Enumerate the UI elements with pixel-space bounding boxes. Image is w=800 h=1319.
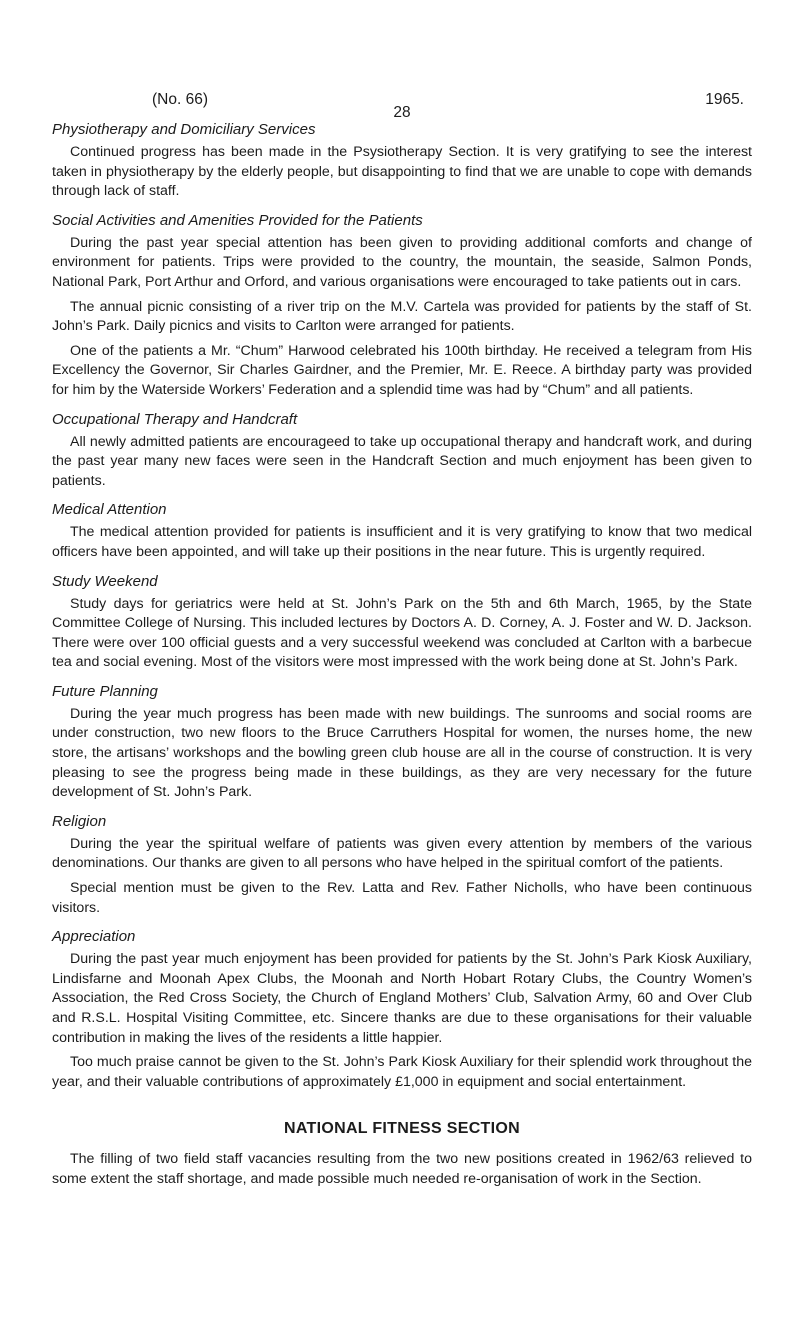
paragraph: During the year much progress has been made with new buildings. The sunrooms and social rooms are under construction, two new floors to the Bruce Carruthers Hospital for women, the nurses home, the new store, the artisans’ workshops and the bowling green club house are all in the course of construction. It is very pleasing to see the progress being made in these buildings, as they are very necessary for the future development of St. John’s Park.	[52, 705, 752, 801]
section-heading: Physiotherapy and Domiciliary Services	[52, 121, 316, 138]
section-occupational-therapy	[52, 410, 752, 492]
section-medical-attention	[52, 500, 752, 562]
paragraph: Too much praise cannot be given to the St. John’s Park Kiosk Auxiliary for their splendid work throughout the year, and their valuable contributions of approximately £1,000 in equipment and social entertainment.	[52, 1054, 752, 1090]
section-heading: Study Weekend	[52, 572, 158, 590]
report-number: (No. 66)	[152, 91, 208, 108]
report-year: 1965.	[705, 91, 744, 108]
section-physiotherapy	[52, 120, 752, 202]
paragraph: Study days for geriatrics were held at St. John’s Park on the 5th and 6th March, 1965, by the State Committee College of Nursing. This included lectures by Doctors A. D. Corney, A. J. Foster and W. D. Jackson. There were over 100 official guests and a very successful weekend was concluded at Carlton with a barbecue tea and social evening. Most of the visitors were most impressed with the work being done at St. John’s Park.	[52, 595, 752, 671]
paragraph: Special mention must be given to the Rev. Latta and Rev. Father Nicholls, who have been continuous visitors.	[52, 880, 752, 916]
section-future-planning	[52, 682, 752, 803]
paragraph: The annual picnic consisting of a river trip on the M.V. Cartela was provided for patients by the staff of St. John’s Park. Daily picnics and visits to Carlton were arranged for patients.	[52, 298, 752, 335]
national-fitness-heading: NATIONAL FITNESS SECTION	[284, 1120, 520, 1138]
section-heading: Religion	[52, 812, 107, 830]
section-heading: Social Activities and Amenities Provided for the Patients	[52, 211, 423, 229]
paragraph: During the past year much enjoyment has been provided for patients by the St. John’s Park Kiosk Auxiliary, Lindisfarne and Moonah Apex Clubs, the Moonah and North Hobart Rotary Clubs, the Country Women’s Association, the Red Cross Society, the Church of England Mothers’ Club, Salvation Army, 60 and Over Club and R.S.L. Hospital Visiting Committee, etc. Sincere thanks are due to these organisations for their valuable contribution in making the lives of the residents a little happier.	[52, 951, 752, 1046]
paragraph: One of the patients a Mr. “Chum” Harwood celebrated his 100th birthday. He received a telegram from His Excellency the Governor, Sir Charles Gairdner, and the Premier, Mr. E. Reece. A birthday party was provided for him by the Waterside Workers’ Federation and a splendid time was had by “Chum” and all patients.	[52, 342, 752, 398]
paragraph: During the year the spiritual welfare of patients was given every attention by members of the various denominations. Our thanks are given to all persons who have helped in the spiritual comfort of the patients.	[52, 835, 752, 872]
section-social-activities	[52, 211, 752, 401]
section-heading: Future Planning	[52, 682, 158, 700]
page-number: 28	[393, 104, 411, 121]
paragraph: During the past year special attention has been given to providing additional comforts and change of environment for patients. Trips were provided to the country, the mountain, the seaside, Salmon Ponds, National Park, Port Arthur and Orford, and various organisations were encouraged to take patients out in cars.	[52, 234, 752, 290]
paragraph: Continued progress has been made in the Psysiotherapy Section. It is very gratifying to see the interest taken in physiotherapy by the elderly people, but disappointing to find that we are unable to cope with demands through lack of staff.	[52, 144, 752, 200]
section-heading: Appreciation	[52, 928, 136, 946]
section-appreciation	[52, 927, 752, 1092]
paragraph: All newly admitted patients are encourageed to take up occupational therapy and handcraft work, and during the past year many new faces were seen in the Handcraft Section and much enjoyment has been given to patients.	[52, 433, 752, 489]
section-religion	[52, 812, 752, 918]
running-header	[52, 0, 752, 120]
section-heading: Medical Attention	[52, 501, 167, 519]
paragraph: The filling of two field staff vacancies resulting from the two new positions created in 1962/63 relieved to some extent the staff shortage, and made possible much needed re-organisation of work in the Section.	[52, 1151, 752, 1187]
paragraph: The medical attention provided for patients is insufficient and it is very gratifying to know that two medical officers have been appointed, and will take up their positions in the near future. This is urgently required.	[52, 524, 752, 560]
section-study-weekend	[52, 572, 752, 673]
section-heading: Occupational Therapy and Handcraft	[52, 410, 298, 428]
